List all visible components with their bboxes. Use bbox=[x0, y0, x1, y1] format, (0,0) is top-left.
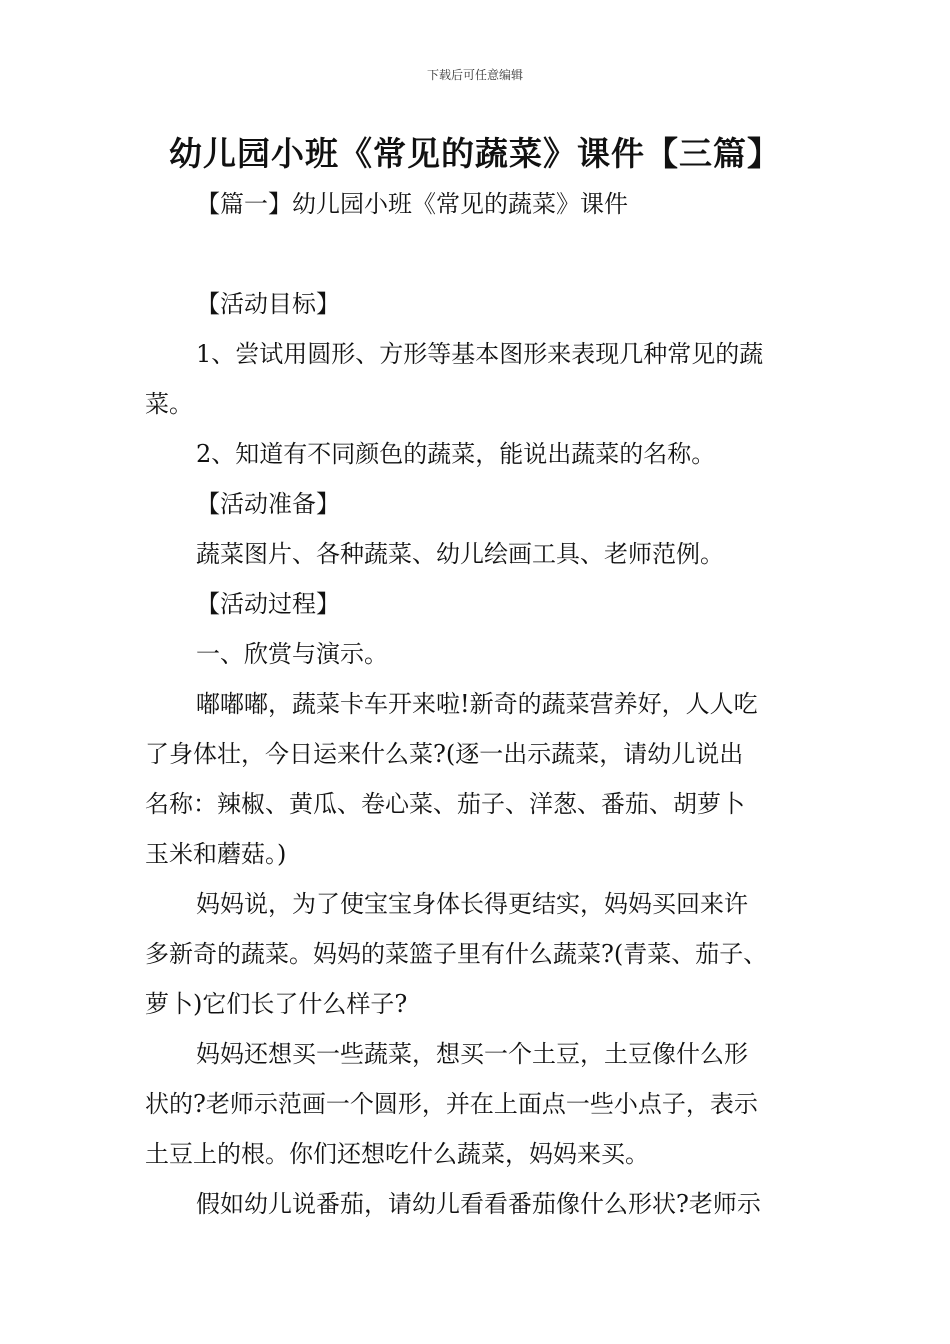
paragraph-line: 假如幼儿说番茄，请幼儿看看番茄像什么形状?老师示 bbox=[196, 1190, 761, 1218]
paragraph-line: 状的?老师示范画一个圆形，并在上面点一些小点子，表示 bbox=[145, 1090, 758, 1118]
section-heading: 【篇一】幼儿园小班《常见的蔬菜》课件 bbox=[196, 190, 628, 218]
paragraph-line: 多新奇的蔬菜。妈妈的菜篮子里有什么蔬菜?(青菜、茄子、 bbox=[145, 940, 768, 968]
paragraph-line: 萝卜)它们长了什么样子? bbox=[145, 990, 408, 1018]
paragraph-line: 妈妈还想买一些蔬菜，想买一个土豆，土豆像什么形 bbox=[196, 1040, 748, 1068]
activity-goals-heading: 【活动目标】 bbox=[196, 290, 340, 318]
paragraph-line: 蔬菜图片、各种蔬菜、幼儿绘画工具、老师范例。 bbox=[196, 540, 724, 568]
document-title: 幼儿园小班《常见的蔬菜》课件【三篇】 bbox=[169, 134, 781, 173]
paragraph-line: 了身体壮，今日运来什么菜?(逐一出示蔬菜，请幼儿说出 bbox=[145, 740, 744, 768]
paragraph-line: 菜。 bbox=[145, 390, 193, 418]
header-note: 下载后可任意编辑 bbox=[426, 68, 523, 82]
activity-process-heading: 【活动过程】 bbox=[196, 590, 340, 618]
paragraph-line: 一、欣赏与演示。 bbox=[196, 640, 388, 668]
paragraph-line: 嘟嘟嘟，蔬菜卡车开来啦!新奇的蔬菜营养好，人人吃 bbox=[196, 690, 758, 718]
paragraph-line: 妈妈说，为了使宝宝身体长得更结实，妈妈买回来许 bbox=[196, 890, 748, 918]
paragraph-line: 名称：辣椒、黄瓜、卷心菜、茄子、洋葱、番茄、胡萝卜 bbox=[145, 790, 745, 818]
paragraph-line: 2、知道有不同颜色的蔬菜，能说出蔬菜的名称。 bbox=[196, 440, 716, 468]
paragraph-line: 1、尝试用圆形、方形等基本图形来表现几种常见的蔬 bbox=[196, 340, 764, 368]
paragraph-line: 土豆上的根。你们还想吃什么蔬菜，妈妈来买。 bbox=[145, 1140, 649, 1168]
paragraph-line: 玉米和蘑菇。) bbox=[145, 840, 287, 868]
activity-prep-heading: 【活动准备】 bbox=[196, 490, 340, 518]
